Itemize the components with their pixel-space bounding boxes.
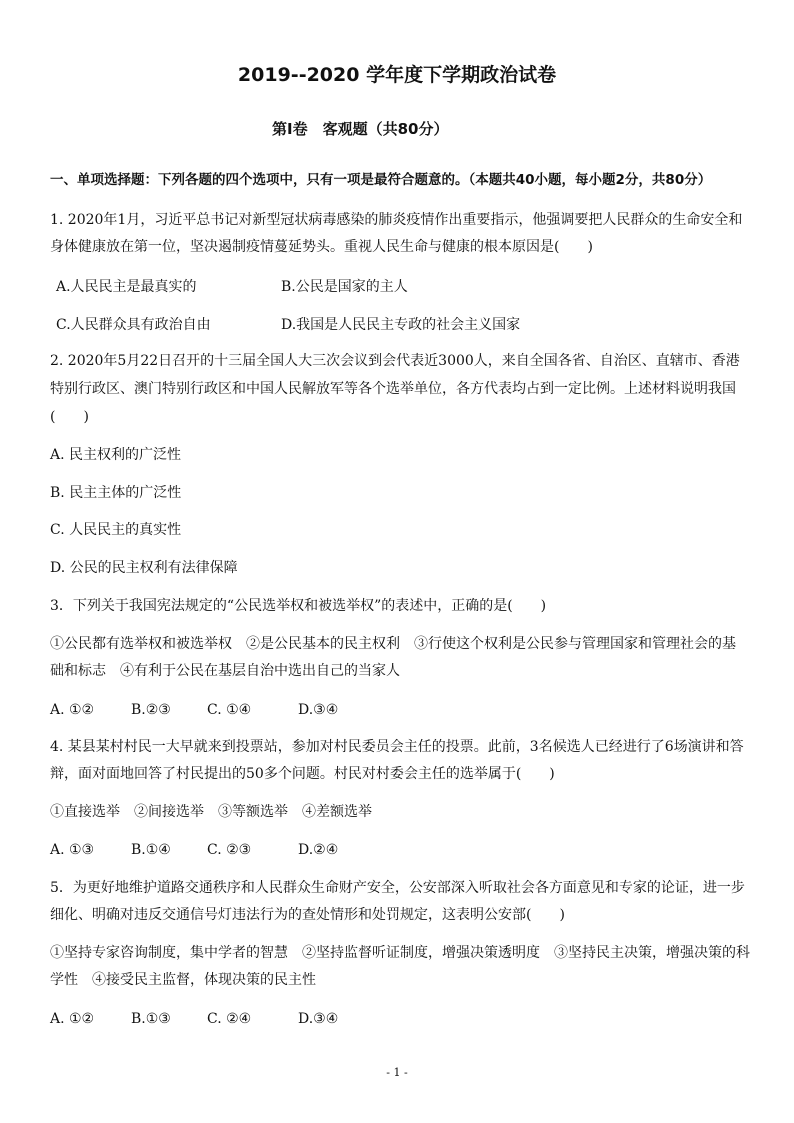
q3-line1: 3．下列关于我国宪法规定的“公民选举权和被选举权”的表述中，正确的是( ): [50, 598, 547, 614]
q5-line1: 5．为更好地维护道路交通秩序和人民群众生命财产安全，公安部深入听取社会各方面意见和专家的论证，进一步: [50, 880, 745, 896]
q2-line2: 特别行政区、澳门特别行政区和中国人民解放军等各个选举单位，各方代表均占到一定比例。上述材料说明我国: [50, 381, 736, 397]
q3-option-d: D.③④: [298, 702, 339, 718]
q4-option-a: A. ①③: [50, 842, 95, 858]
q1-line2: 身体健康放在第一位，坚决遏制疫情蔓延势头。重视人民生命与健康的根本原因是( ): [50, 239, 593, 255]
q4-line2: 辩，面对面地回答了村民提出的50多个问题。村民对村委会主任的选举属于( ): [50, 766, 555, 782]
q2-option-a: A. 民主权利的广泛性: [50, 447, 182, 463]
q5-option-b: B.①③: [131, 1011, 171, 1027]
q1-option-d: D.我国是人民民主专政的社会主义国家: [281, 317, 521, 333]
q1-option-a: A.人民民主是最真实的: [56, 279, 197, 295]
q4-option-d: D.②④: [298, 842, 339, 858]
q5-option-a: A. ①②: [50, 1011, 95, 1027]
q4-line1: 4. 某县某村村民一大早就来到投票站，参加对村民委员会主任的投票。此前，3名候选人已经进行了6场演讲和答: [50, 739, 744, 755]
q3-option-a: A. ①②: [50, 702, 95, 718]
q4-option-b: B.①④: [131, 842, 171, 858]
q1-line1: 1. 2020年1月，习近平总书记对新型冠状病毒感染的肺炎疫情作出重要指示，他强调要把人民群众的生命安全和: [50, 212, 743, 228]
q1-option-b: B.公民是国家的主人: [281, 279, 408, 295]
q5-line2: 细化、明确对违反交通信号灯违法行为的查处情形和处罚规定，这表明公安部( ): [50, 907, 565, 923]
page-number: - 1 -: [386, 1066, 408, 1079]
q2-option-d: D. 公民的民主权利有法律保障: [50, 560, 238, 576]
q3-option-b: B.②③: [131, 702, 171, 718]
q4-line3: ①直接选举 ②间接选举 ③等额选举 ④差额选举: [50, 804, 372, 820]
q2-option-c: C. 人民民主的真实性: [50, 522, 182, 538]
exam-title: 2019--2020 学年度下学期政治试卷: [237, 64, 557, 86]
q5-line4: 学性 ④接受民主监督，体现决策的民主性: [50, 972, 316, 988]
q1-option-c: C.人民群众具有政治自由: [56, 317, 211, 333]
q5-line3: ①坚持专家咨询制度，集中学者的智慧 ②坚持监督听证制度，增强决策透明度 ③坚持民主决策，增强决策的科: [50, 945, 750, 961]
q3-line2: ①公民都有选举权和被选举权 ②是公民基本的民主权利 ③行使这个权利是公民参与管理国家和管理社会的基: [50, 636, 736, 652]
q5-option-c: C. ②④: [207, 1011, 252, 1027]
section-heading: 一、单项选择题：下列各题的四个选项中，只有一项是最符合题意的。（本题共40小题，每小题2分，共80分）: [50, 172, 712, 188]
q5-option-d: D.③④: [298, 1011, 339, 1027]
q4-option-c: C. ②③: [207, 842, 252, 858]
section-subtitle: 第I卷 客观题（共80分）: [272, 120, 449, 138]
q2-line1: 2. 2020年5月22日召开的十三届全国人大三次会议到会代表近3000人，来自全国各省、自治区、直辖市、香港: [50, 353, 740, 369]
q3-line3: 础和标志 ④有利于公民在基层自治中选出自己的当家人: [50, 663, 400, 679]
q2-option-b: B. 民主主体的广泛性: [50, 485, 182, 501]
q3-option-c: C. ①④: [207, 702, 252, 718]
q2-line3: ( ): [50, 409, 89, 425]
